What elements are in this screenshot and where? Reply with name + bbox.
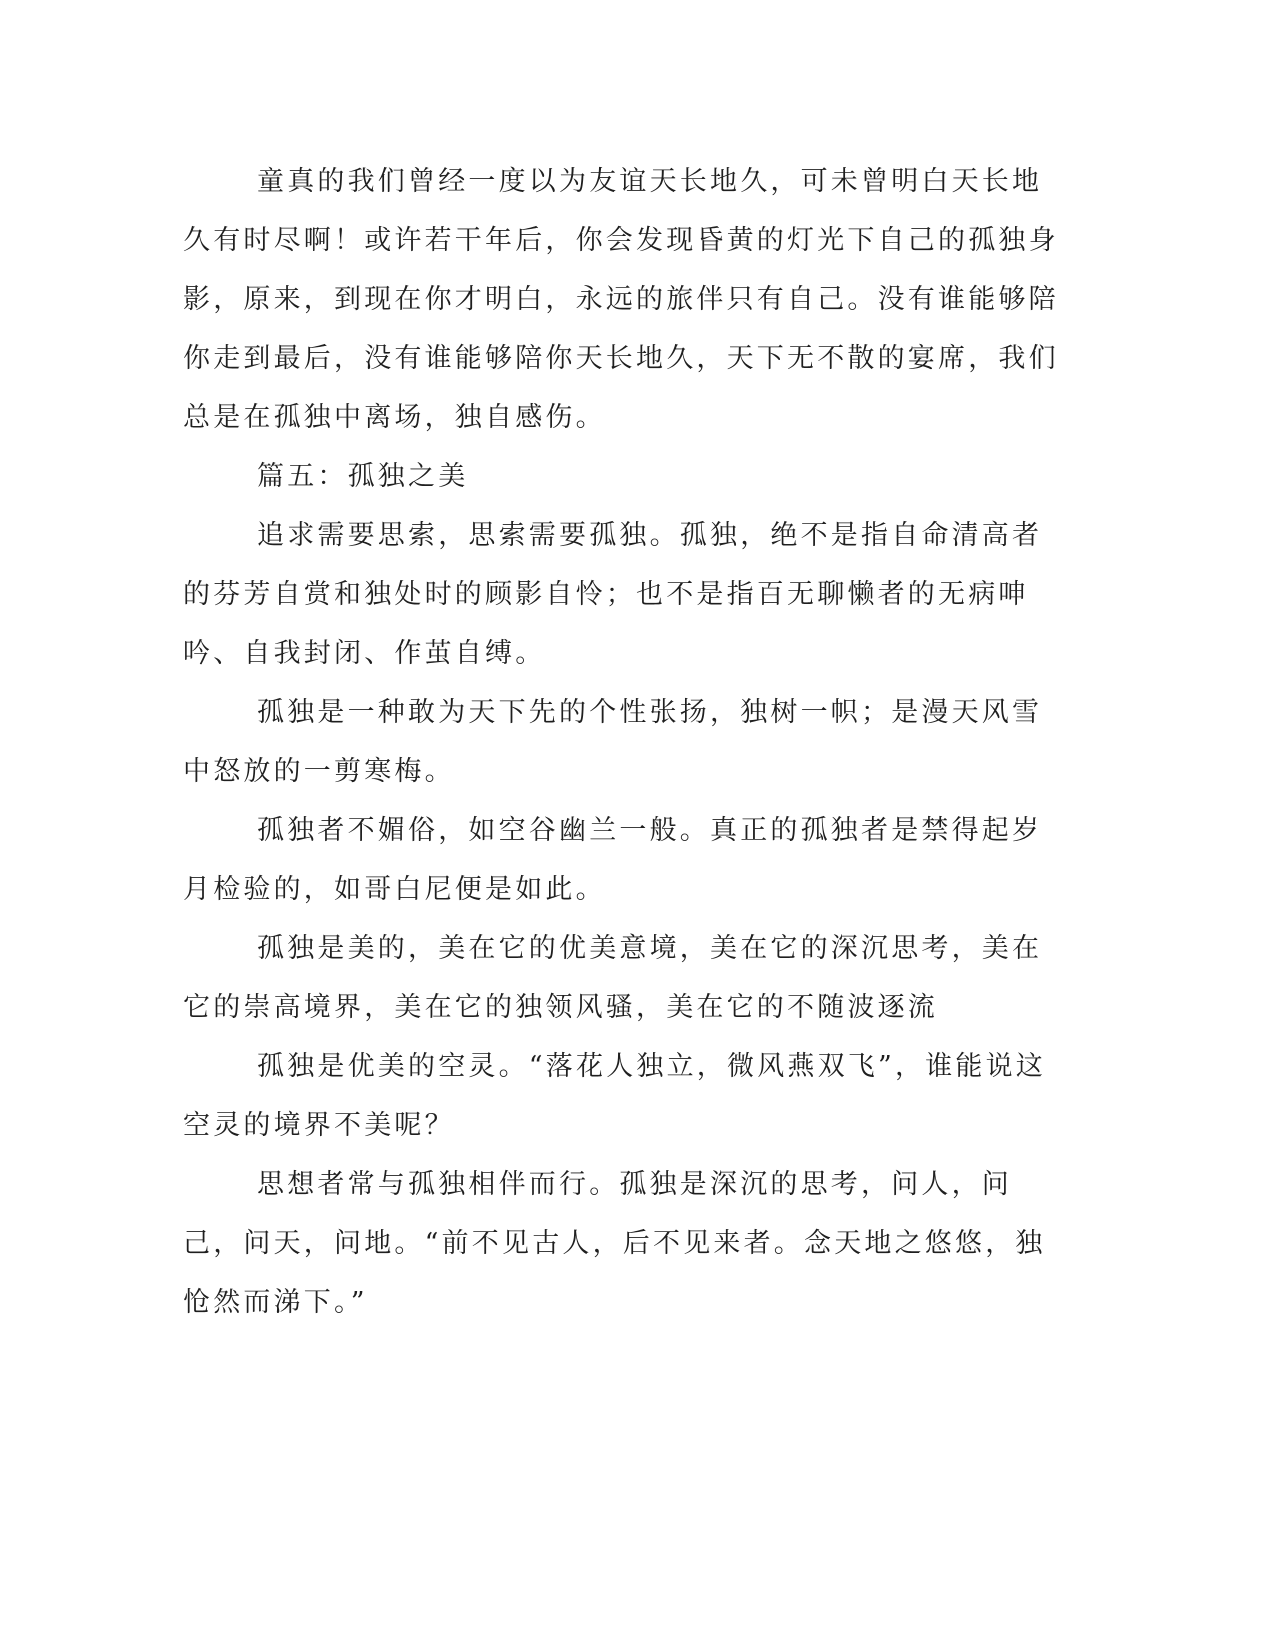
paragraph-6: 孤独是优美的空灵。“落花人独立，微风燕双飞”，谁能说这空灵的境界不美呢？ [183,1051,1047,1141]
paragraph-1: 童真的我们曾经一度以为友谊天长地久，可未曾明白天长地久有时尽啊！或许若干年后，你会发现昏黄的灯光下自己的孤独身影，原来，到现在你才明白，永远的旅伴只有自己。没有谁能够陪你走到最后，没有谁能够陪你天长地久，天下无不散的宴席，我们总是在孤独中离场，独自感伤。 [183,166,1059,433]
paragraph-7: 思想者常与孤独相伴而行。孤独是深沉的思考，问人，问己，问天，问地。“前不见古人，后不见来者。念天地之悠悠，独怆然而涕下。” [183,1169,1046,1318]
document-body [183,152,1063,1332]
section-heading: 篇五：孤独之美 [257,461,469,492]
paragraph-5: 孤独是美的，美在它的优美意境，美在它的深沉思考，美在它的崇高境界，美在它的独领风骚，美在它的不随波逐流 [183,933,1043,1023]
paragraph-4: 孤独者不媚俗，如空谷幽兰一般。真正的孤独者是禁得起岁月检验的，如哥白尼便是如此。 [183,815,1043,905]
paragraph-3: 孤独是一种敢为天下先的个性张扬，独树一帜；是漫天风雪中怒放的一剪寒梅。 [183,697,1043,787]
paragraph-2: 追求需要思索，思索需要孤独。孤独，绝不是指自命清高者的芬芳自赏和独处时的顾影自怜；也不是指百无聊懒者的无病呻吟、自我封闭、作茧自缚。 [183,520,1043,669]
